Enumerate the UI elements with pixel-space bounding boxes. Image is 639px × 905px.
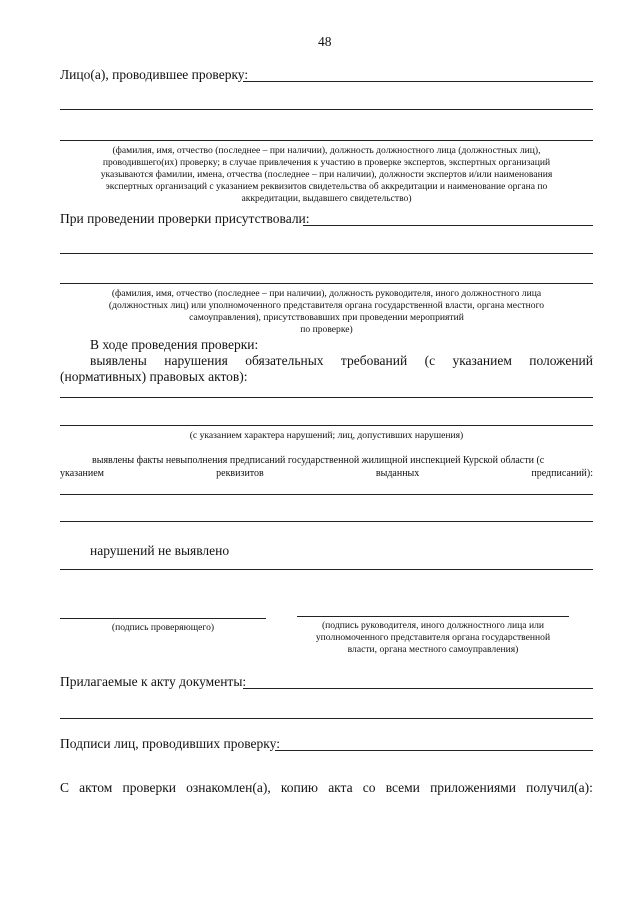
word: обязательных [245, 353, 324, 368]
attachments-line-1[interactable] [243, 688, 593, 689]
inspectors-caption [60, 145, 593, 205]
present-line-2[interactable] [60, 253, 593, 254]
no-violations-line[interactable] [60, 569, 593, 570]
no-violations-text: нарушений не выявлено [90, 543, 230, 558]
word: актом [79, 780, 113, 795]
inspector-signatures-label: Подписи лиц, проводивших проверку: [60, 736, 280, 751]
caption-line: (подпись руководителя, иного должностного лица или [321, 620, 545, 631]
word: С [60, 780, 70, 795]
failures-line-a[interactable] [60, 494, 593, 495]
inspector-signature-caption: (подпись проверяющего) [111, 622, 215, 633]
inspectors-line-1[interactable] [243, 81, 593, 82]
word: (с [424, 353, 436, 368]
inspectors-caption-line: аккредитации, выдавшего свидетельство) [241, 193, 412, 204]
word: указанием [60, 468, 105, 479]
inspectors-label: Лицо(а), проводившее проверку: [60, 67, 249, 82]
word: со [362, 780, 376, 795]
violations-line-a[interactable] [60, 397, 593, 398]
present-label: При проведении проверки присутствовали: [60, 211, 310, 226]
word: проверки [122, 780, 177, 795]
word: указанием [452, 353, 512, 368]
caption-line: уполномоченного представителя органа государственной [315, 632, 551, 643]
failures-line-2 [60, 468, 593, 480]
present-caption-line: по проверке) [300, 324, 353, 335]
present-caption [60, 288, 593, 336]
inspector-signature-line[interactable] [60, 618, 266, 619]
findings-heading: В ходе проведения проверки: [90, 337, 259, 352]
word: выявлены [90, 353, 147, 368]
word: предписаний): [531, 468, 593, 479]
inspectors-caption-line: экспертных организаций с указанием реквизитов свидетельства об аккредитации и наименование органа по [105, 181, 548, 192]
violations-caption: (с указанием характера нарушений; лиц, допустивших нарушения) [189, 430, 464, 441]
word: требований [340, 353, 408, 368]
violations-line-2: (нормативных) правовых актов): [60, 369, 248, 384]
word: реквизитов [216, 468, 264, 479]
word: копию [280, 780, 319, 795]
word: всеми [385, 780, 420, 795]
acquainted-line [60, 780, 593, 796]
page-number: 48 [318, 34, 332, 49]
failures-line-1: выявлены факты невыполнения предписаний государственной жилищной инспекцией Курской области (с [92, 455, 545, 466]
word: получил(а): [526, 780, 593, 795]
inspectors-line-2[interactable] [60, 109, 593, 110]
violations-line-1 [90, 353, 593, 369]
word: выданных [375, 468, 420, 479]
failures-line-b[interactable] [60, 521, 593, 522]
present-line-3[interactable] [60, 283, 593, 284]
present-line-1[interactable] [303, 225, 593, 226]
present-caption-line: (должностных лиц) или уполномоченного представителя органа государственной власти, органа местного [108, 300, 545, 311]
word: ознакомлен(а), [186, 780, 271, 795]
caption-line: власти, органа местного самоуправления) [347, 644, 519, 655]
attachments-line-2[interactable] [60, 718, 593, 719]
violations-line-b[interactable] [60, 425, 593, 426]
representative-signature-caption [285, 620, 581, 656]
inspectors-caption-line: (фамилия, имя, отчество (последнее – при наличии), должность должностного лица (должностных лиц), [112, 145, 541, 156]
inspectors-caption-line: проводившего(их) проверку; в случае привлечения к участию в проверке экспертов, экспертных организаций [102, 157, 551, 168]
representative-signature-line[interactable] [297, 616, 569, 617]
inspector-signatures-line[interactable] [275, 750, 593, 751]
present-caption-line: самоуправления), присутствовавших при проведении мероприятий [189, 312, 464, 323]
word: приложениями [430, 780, 516, 795]
word: акта [328, 780, 353, 795]
attachments-label: Прилагаемые к акту документы: [60, 674, 247, 689]
word: положений [529, 353, 593, 368]
word: нарушения [164, 353, 228, 368]
inspectors-caption-line: указываются фамилии, имена, отчества (последнее – при наличии), должности экспертов и/или наименования [100, 169, 553, 180]
inspectors-line-3[interactable] [60, 140, 593, 141]
present-caption-line: (фамилия, имя, отчество (последнее – при наличии), должность руководителя, иного должностного лица [111, 288, 542, 299]
